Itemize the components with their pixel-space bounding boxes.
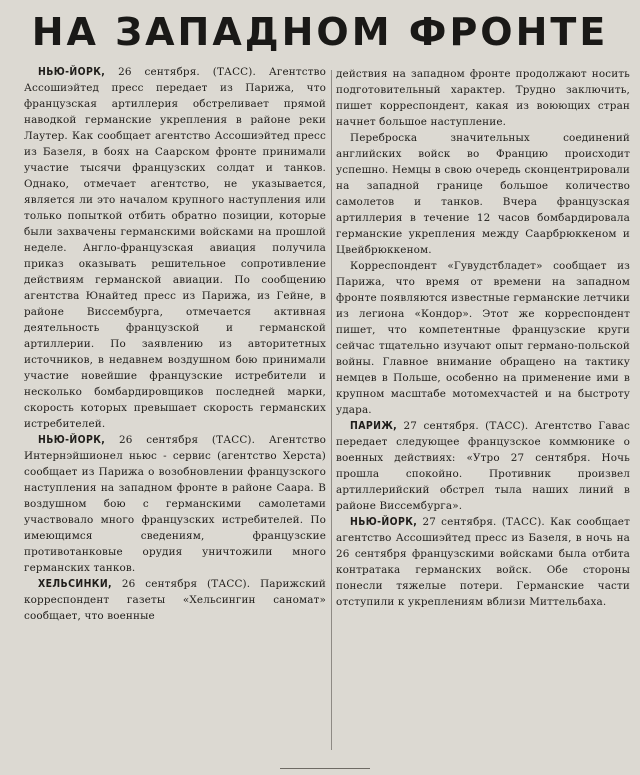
article-4-text: 27 сентября. (ТАСС). Агентство Гавас передает следующее французское коммюнике о военных действиях: «Утро 27 сентября. Ночь прошла спокойно. Противник произвел артиллерийский обстрел тыла наших линий в районе Виссембурга».	[336, 420, 631, 512]
article-5-dateline: НЬЮ-ЙОРК,	[350, 516, 418, 528]
article-1-dateline: НЬЮ-ЙОРК,	[38, 66, 106, 78]
bottom-rule	[280, 768, 370, 769]
article-4	[336, 418, 630, 514]
article-4-dateline: ПАРИЖ,	[350, 420, 398, 432]
article-5-text: 27 сентября. (ТАСС). Как сообщает агентство Ассошиэйтед пресс из Базеля, в ночь на 26 сентября французскими войсками была отбита контратака германских войск. Обе стороны понесли тяжелые потери. Германские части отступили к укреплениям вблизи Миттельбаха.	[336, 516, 631, 608]
article-3	[24, 576, 326, 624]
article-3-paragraph-3: Корреспондент «Гувудстбладет» сообщает из Парижа, что время от времени на западном фронте появляются известные германские летчики из легиона «Кондор». Этот же корреспондент пишет, что компетентные французские круги сейчас тщательно изучают опыт германо-польской войны. Главное внимание обращено на тактику немцев в Польше, особенно на применение ими в крупном масштабе мотомехчастей и на быстроту удара.	[336, 260, 630, 416]
article-3-dateline: ХЕЛЬСИНКИ,	[38, 578, 113, 590]
article-3-continued: действия на западном фронте продолжают носить подготовительный характер. Трудно заключить, пишет корреспондент, какая из воюющих стран начнет большое наступление.	[336, 68, 630, 128]
article-1	[24, 64, 326, 432]
article-5	[336, 514, 630, 610]
article-3-paragraph-2: Переброска значительных соединений английских войск во Францию происходит успешно. Немцы в свою очередь сконцентрировали на западной границе большое количество самолетов и танков. Вчера французская артиллерия в течение 12 часов бомбардировала германские укрепления между Саарбрюккеном и Цвейбрюккеном.	[336, 132, 630, 256]
left-column	[24, 64, 326, 624]
headline: НА ЗАПАДНОМ ФРОНТЕ	[31, 10, 609, 54]
article-3-text-start: 26 сентября (ТАСС). Парижский корреспондент газеты «Хельсингин саномат» сообщает, что военные	[24, 578, 327, 622]
article-2-dateline: НЬЮ-ЙОРК,	[38, 434, 106, 446]
right-column	[336, 66, 630, 610]
article-1-text: 26 сентября. (ТАСС). Агентство Ассошиэйтед пресс передает из Парижа, что французская артиллерия обстреливает прямой наводкой германские укрепления в районе реки Лаутер. Как сообщает агентство Ассошиэйтед пресс из Базеля, в боях на Саарском фронте принимали участие тысячи французских солдат и танков. Однако, отмечает агентство, не указывается, является ли это началом крупного наступления или только попыткой отбить обратно позиции, которые были захвачены германскими войсками на прошлой неделе. Англо-французская авиация получила приказ оказывать решительное сопротивление действиям германской авиации. По сообщению агентства Юнайтед пресс из Парижа, из Гейне, в районе Виссембурга, отмечается активная деятельность французской и германской артиллерии. По заявлению из авторитетных источников, в недавнем воздушном бою принимали участие новейшие французские истребители и несколько бомбардировщиков последней марки, скорость которых превышает скорость германских истребителей.	[24, 66, 326, 430]
column-divider	[331, 70, 332, 750]
article-2	[24, 432, 326, 576]
article-2-text: 26 сентября (ТАСС). Агентство Интернэйшионел ньюс - сервис (агентство Херста) сообщает из Парижа о возобновлении французского наступления на западном фронте в районе Саара. В воздушном бою с германскими самолетами участвовало много французских истребителей. По имеющимся сведениям, французские противотанковые орудия уничтожили много германских танков.	[24, 434, 327, 574]
